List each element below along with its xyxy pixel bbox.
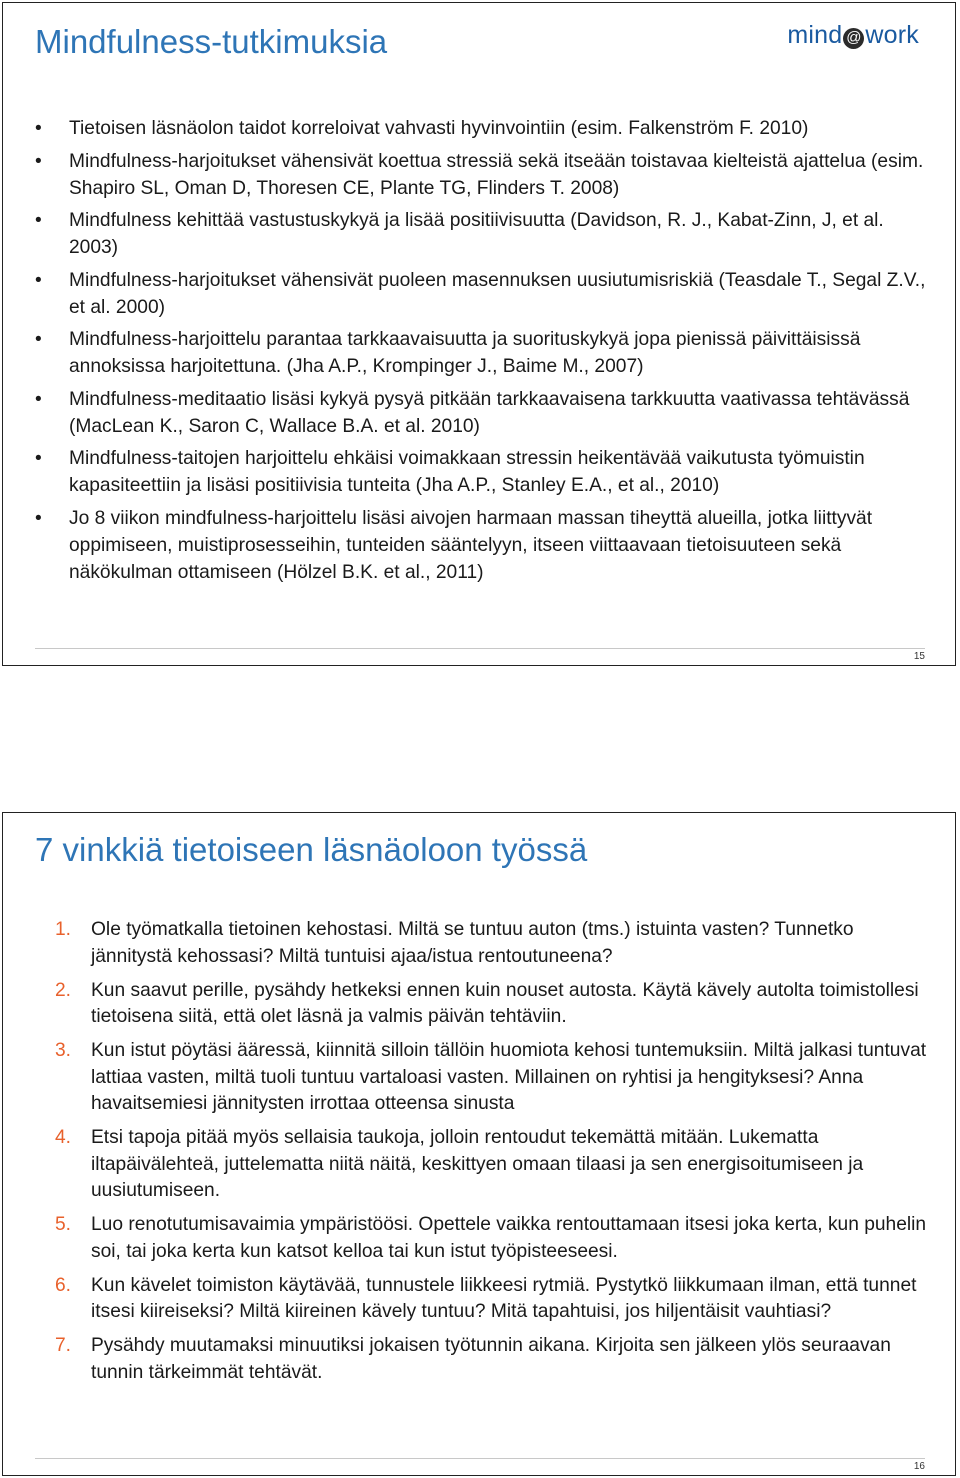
list-item: • Mindfulness-harjoitukset vähensivät puoleen masennuksen uusiutumisriskiä (Teasdale T., Segal Z.V., et al. 2000) [35, 267, 930, 321]
tips-list [55, 917, 937, 1394]
slide-15 [2, 2, 956, 666]
list-item: • Mindfulness-meditaatio lisäsi kykyä pysyä pitkään tarkkaavaisena tarkkuutta vaativassa tehtävässä (MacLean K., Saron C, Wallace B.A. et al. 2010) [35, 386, 930, 440]
bullet-icon: • [35, 150, 42, 172]
list-item: • Mindfulness kehittää vastustuskykyä ja lisää positiivisuutta (Davidson, R. J., Kabat-Zinn, J, et al. 2003) [35, 207, 930, 261]
list-item: 7. Pysähdy muutamaksi minuutiksi jokaisen työtunnin aikana. Kirjoita sen jälkeen ylös seuraavan tunnin tärkeimmät tehtävät. [55, 1335, 891, 1383]
list-item: • Mindfulness-harjoittelu parantaa tarkkaavaisuutta ja suorituskykyä jopa pienissä päivittäisissä annoksissa harjoitettuna. (Jha A.P., Krompinger J., Baime M., 2007) [35, 326, 930, 380]
footer-divider [35, 1458, 925, 1459]
item-number: 4. [55, 1127, 72, 1148]
bullet-icon: • [35, 448, 42, 469]
bullet-icon: • [35, 269, 42, 291]
bullet-icon: • [35, 507, 42, 529]
slide-title: 7 vinkkiä tietoiseen läsnäoloon työssä [35, 831, 588, 868]
bullet-icon: • [35, 329, 42, 350]
bullet-icon: • [35, 388, 42, 410]
item-number: 1. [55, 919, 72, 940]
item-number: 5. [55, 1214, 72, 1235]
slide-title: Mindfulness-tutkimuksia [35, 23, 388, 60]
list-item: • Tietoisen läsnäolon taidot korreloivat vahvasti hyvinvointiin (esim. Falkenström F. 2010) [35, 115, 930, 142]
page-number: 16 [913, 1461, 925, 1472]
item-number: 3. [55, 1040, 72, 1061]
slide-16 [2, 812, 956, 1476]
item-number: 6. [55, 1274, 72, 1296]
list-item: 6. Kun kävelet toimiston käytävää, tunnustele liikkeesi rytmiä. Pystytkö liikkumaan ilman, että tunnet itsesi kiireiseksi? Miltä kiireinen kävely tuntuu? Mitä tapahtuisi, jos hiljentäisit vauhtiasi? [55, 1274, 917, 1322]
list-item: • Mindfulness-harjoitukset vähensivät koettua stressiä sekä itseään toistavaa kielteistä ajattelua (esim. Shapiro SL, Oman D, Thoresen CE, Plante TG, Flinders T. 2008) [35, 148, 930, 202]
list-item: 4. Etsi tapoja pitää myös sellaisia taukoja, jolloin rentoudut tekemättä mitään. Lukematta iltapäivälehteä, juttelematta niitä näitä, keskittyen omaan tilaasi ja sen energisoitumiseen ja uusiutumiseen. [55, 1127, 864, 1201]
item-number: 2. [55, 979, 72, 1001]
item-number: 7. [55, 1335, 72, 1356]
list-item: • Jo 8 viikon mindfulness-harjoittelu lisäsi aivojen harmaan massan tiheyttä alueilla, jotka liittyvät oppimiseen, muistiprosesseihin, tunteiden sääntelyyn, itseen viittaavaan tietoisuuteen sekä näkökulman ottamiseen (Hölzel B.K. et al., 2011) [35, 505, 930, 586]
list-item: 2. Kun saavut perille, pysähdy hetkeksi ennen kuin nouset autosta. Käytä kävely autolta toimistollesi tietoisena siitä, että olet läsnä ja valmis päivän tehtäviin. [55, 979, 919, 1027]
bullet-icon: • [35, 210, 42, 231]
footer-divider [35, 648, 925, 649]
bullet-icon: • [35, 118, 42, 139]
research-list [35, 115, 930, 591]
list-item: 1. Ole työmatkalla tietoinen kehostasi. Miltä se tuntuu auton (tms.) istuinta vasten? Tunnetko jännitystä kehossasi? Miltä tuntuisi ajaa/istua rentoutuneena? [55, 919, 854, 967]
page-number: 15 [913, 651, 925, 662]
at-sign-icon: @ [843, 28, 864, 49]
list-item: 3. Kun istut pöytäsi ääressä, kiinnitä silloin tällöin huomiota kehosi tuntemuksiin. Miltä jalkasi tuntuvat lattiaa vasten, miltä tuoli tuntuu vartaloasi vasten. Millainen on ryhtisi ja hengityksesi? Anna havaitsemiesi jännitysten irrottaa otteensa sinusta [55, 1040, 927, 1114]
list-item: 5. Luo renotutumisavaimia ympäristöösi. Opettele vaikka rentouttamaan itsesi joka kerta, kun puhelin soi, tai joka kerta kun katsot kelloa tai kun istut työpisteeseesi. [55, 1214, 927, 1262]
list-item: • Mindfulness-taitojen harjoittelu ehkäisi voimakkaan stressin heikentävää vaikutusta työmuistin kapasiteettiin ja lisäsi positiivisia tunteita (Jha A.P., Stanley E.A., et al., 2010) [35, 445, 930, 499]
mindwork-logo: mind @ work [787, 21, 919, 49]
